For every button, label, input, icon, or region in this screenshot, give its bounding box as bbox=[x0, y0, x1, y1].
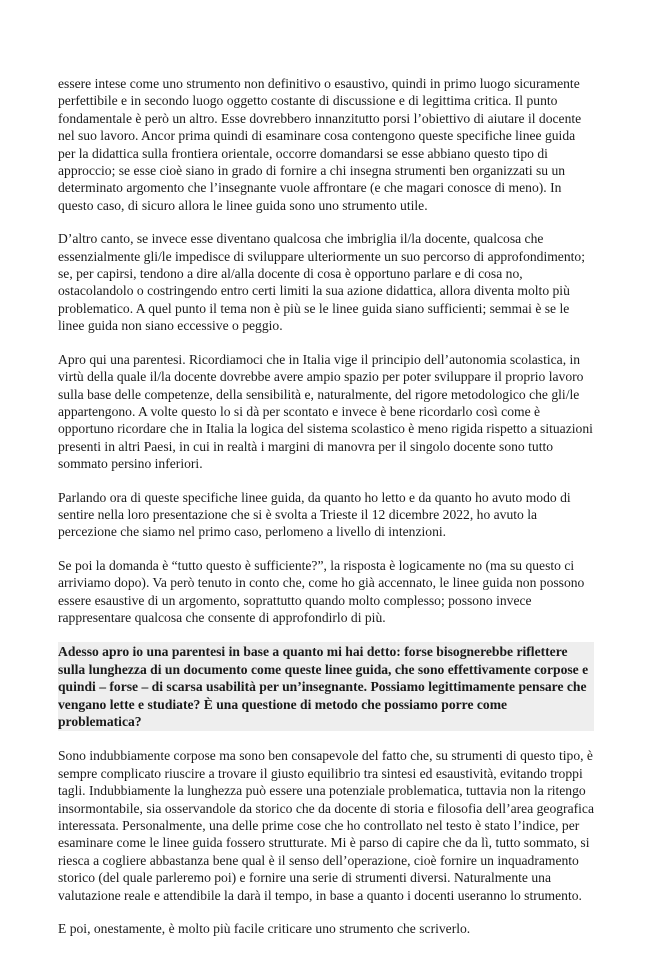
paragraph-2: D’altro canto, se invece esse diventano qualcosa che imbriglia il/la docente, qualcosa che essenzialmente gli/le impedisce di sviluppare ulteriormente un suo percorso di approfondimento; se, per capirsi, tendono a dire al/alla docente di cosa è opportuno parlare e di cosa no, ostacolandolo o costringendo entro certi limiti la sua azione didattica, allora diventa molto più problematico. A quel punto il tema non è più se le linee guida siano sufficienti; semmai è se le linee guida non siano eccessive o peggio. bbox=[58, 231, 585, 334]
document-page bbox=[58, 75, 594, 953]
paragraph-1: essere intese come uno strumento non definitivo o esaustivo, quindi in primo luogo sicuramente perfettibile e in secondo luogo oggetto costante di discussione e di legittima critica. Il punto fondamentale è però un altro. Esse dovrebbero innanzitutto porsi l’obiettivo di aiutare il docente nel suo lavoro. Ancor prima quindi di esaminare cosa contengono queste specifiche linee guida per la didattica sulla frontiera orientale, occorre domandarsi se esse abbiano questo tipo di approccio; se esse cioè siano in grado di fornire a chi insegna strumenti ben organizzati su un determinato argomento che l’insegnante vuole affrontare (e che magari conosce di meno). In questo caso, di sicuro allora le linee guida sono uno strumento utile. bbox=[58, 76, 582, 213]
paragraph-5: Se poi la domanda è “tutto questo è sufficiente?”, la risposta è logicamente no (ma su questo ci arriviamo dopo). Va però tenuto in conto che, come ho già accennato, le linee guida non possono essere esaustive di un argomento, soprattutto quando molto complesso; possono invece rappresentare qualcosa che consente di approfondirlo di più. bbox=[58, 557, 585, 625]
interviewer-question: Adesso apro io una parentesi in base a quanto mi hai detto: forse bisognerebbe riflettere sulla lunghezza di un documento come queste linee guida, che sono effettivamente corpose e quindi – forse – di scarsa usabilità per un’insegnante. Possiamo legittimamente pensare che vengano lette e studiate? È una questione di metodo che possiamo porre come problematica? bbox=[58, 642, 594, 731]
paragraph-8: E poi, onestamente, è molto più facile criticare uno strumento che scriverlo. bbox=[58, 921, 471, 937]
paragraph-7: Sono indubbiamente corpose ma sono ben consapevole del fatto che, su strumenti di questo tipo, è sempre complicato riuscire a trovare il giusto equilibrio tra sintesi ed esaustività, evitando troppi tagli. Indubbiamente la lunghezza può essere una potenziale problematica, tuttavia non la ritengo insormontabile, sia osservandole da storico che da docente di storia e filosofia dell’area geografica interessata. Personalmente, una delle prime cose che ho controllato nel testo è stato l’indice, per esaminare come le linee guida fossero strutturate. Mi è parso di capire che da lì, tutto sommato, si riesca a cogliere abbastanza bene qual è il senso dell’operazione, cioè fornire un inquadramento storico (del quale parleremo poi) e fornire una serie di strumenti diversi. Naturalmente una valutazione reale e attendibile la darà il tempo, in base a quanto i docenti useranno lo strumento. bbox=[58, 748, 594, 903]
paragraph-3: Apro qui una parentesi. Ricordiamoci che in Italia vige il principio dell’autonomia scolastica, in virtù della quale il/la docente dovrebbe avere ampio spazio per poter sviluppare il proprio lavoro sulla base delle competenze, della sensibilità e, naturalmente, del rigore metodologico che gli/le appartengono. A volte questo lo si dà per scontato e invece è bene ricordarlo così come è opportuno ricordare che in Italia la logica del sistema scolastico è meno rigida rispetto a situazioni presenti in altri Paesi, in cui in realtà i margini di manovra per il singolo docente sono tutto sommato persino inferiori. bbox=[58, 351, 593, 472]
paragraph-4: Parlando ora di queste specifiche linee guida, da quanto ho letto e da quanto ho avuto modo di sentire nella loro presentazione che si è svolta a Trieste il 12 dicembre 2022, ho avuto la percezione che siamo nel primo caso, perlomeno a livello di intenzioni. bbox=[58, 489, 571, 540]
